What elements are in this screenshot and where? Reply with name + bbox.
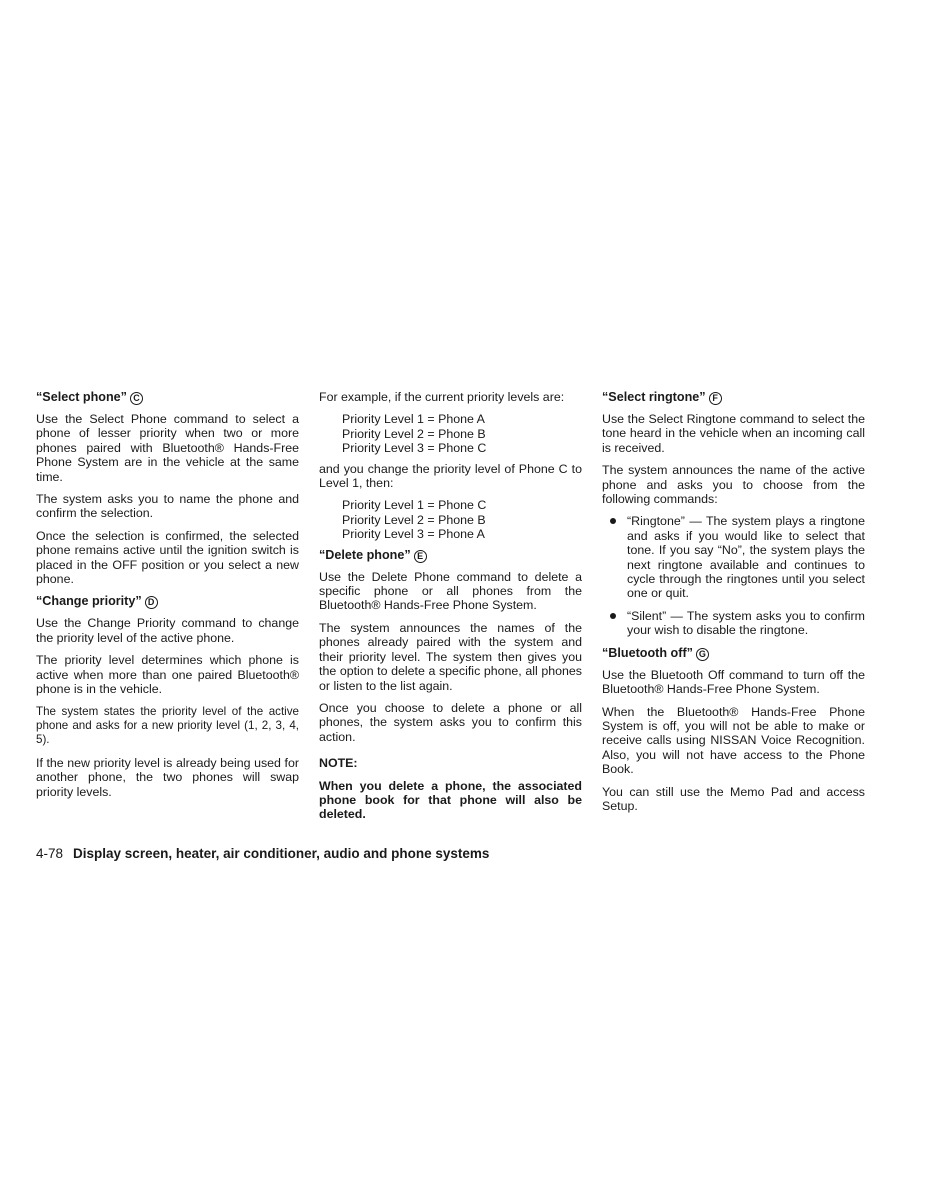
note-text: When you delete a phone, the associated phone book for that phone will also be deleted. <box>319 778 582 822</box>
paragraph: Use the Bluetooth Off command to turn off the Bluetooth® Hands-Free Phone System. <box>602 667 865 697</box>
bullet-icon <box>610 518 616 524</box>
list-item: Priority Level 1 = Phone C <box>342 498 487 513</box>
priority-list-after <box>319 498 582 541</box>
bullet-icon <box>610 613 616 619</box>
list-item: Priority Level 2 = Phone B <box>342 512 486 527</box>
page-footer <box>36 846 489 861</box>
note-label: NOTE: <box>319 756 358 771</box>
heading-delete-phone: “Delete phone” E <box>319 548 582 563</box>
callout-f-icon: F <box>709 392 722 405</box>
paragraph: The system states the priority level of the active phone and asks for a new priority level (1, 2, 3, 4, 5). <box>36 704 299 747</box>
column-middle <box>319 390 582 830</box>
callout-g-icon: G <box>696 648 709 661</box>
page-number: 4-78 <box>36 846 64 861</box>
list-item: Priority Level 2 = Phone B <box>342 426 486 441</box>
paragraph: Use the Change Priority command to change the priority level of the active phone. <box>36 616 299 645</box>
column-right <box>602 390 865 821</box>
paragraph: Use the Delete Phone command to delete a specific phone or all phones from the Bluetooth® Hands-Free Phone System. <box>319 569 582 613</box>
heading-select-phone: “Select phone” C <box>36 390 299 405</box>
paragraph: You can still use the Memo Pad and access Setup. <box>602 784 865 813</box>
paragraph: Use the Select Phone command to select a phone of lesser priority when two or more phones paired with Bluetooth® Hands-Free Phone System are in the vehicle at the same time. <box>36 412 299 484</box>
paragraph: Once the selection is confirmed, the selected phone remains active until the ignition switch is placed in the OFF position or you select a new phone. <box>36 528 299 587</box>
heading-bluetooth-off: “Bluetooth off” G <box>602 646 865 661</box>
priority-list-before <box>319 412 582 455</box>
paragraph: For example, if the current priority levels are: <box>319 390 565 404</box>
heading-change-priority: “Change priority” D <box>36 594 299 609</box>
list-item: “Ringtone” — The system plays a ringtone and asks if you would like to select that tone. If you say “No”, the system plays the next ringtone available and continues to cycle through the ringtones until you select one or quit. <box>602 514 865 600</box>
list-item: “Silent” — The system asks you to confirm your wish to disable the ringtone. <box>602 609 865 638</box>
paragraph: When the Bluetooth® Hands-Free Phone System is off, you will not be able to make or receive calls using NISSAN Voice Recognition. Also, you will not have access to the Phone Book. <box>602 704 865 777</box>
command-list <box>602 514 865 637</box>
callout-d-icon: D <box>145 596 158 609</box>
paragraph: The system announces the name of the active phone and asks you to choose from the following commands: <box>602 463 865 507</box>
paragraph: Use the Select Ringtone command to select the tone heard in the vehicle when an incoming call is received. <box>602 412 865 455</box>
paragraph: The priority level determines which phone is active when more than one paired Bluetooth® phone is in the vehicle. <box>36 653 299 697</box>
list-item: Priority Level 3 = Phone C <box>342 441 487 456</box>
paragraph: If the new priority level is already being used for another phone, the two phones will swap priority levels. <box>36 755 299 799</box>
list-item: Priority Level 1 = Phone A <box>342 412 485 427</box>
list-item: Priority Level 3 = Phone A <box>342 527 485 542</box>
paragraph: The system asks you to name the phone and confirm the selection. <box>36 492 299 521</box>
section-title: Display screen, heater, air conditioner, audio and phone systems <box>73 846 490 861</box>
heading-select-ringtone: “Select ringtone” F <box>602 390 865 405</box>
paragraph: The system announces the names of the phones already paired with the system and their priority level. The system then gives you the option to delete a specific phone, all phones or listen to the list again. <box>319 620 582 693</box>
paragraph: Once you choose to delete a phone or all phones, the system asks you to confirm this action. <box>319 700 582 744</box>
paragraph: and you change the priority level of Phone C to Level 1, then: <box>319 461 582 491</box>
callout-e-icon: E <box>414 550 427 563</box>
column-left <box>36 390 299 807</box>
callout-c-icon: C <box>130 392 143 405</box>
